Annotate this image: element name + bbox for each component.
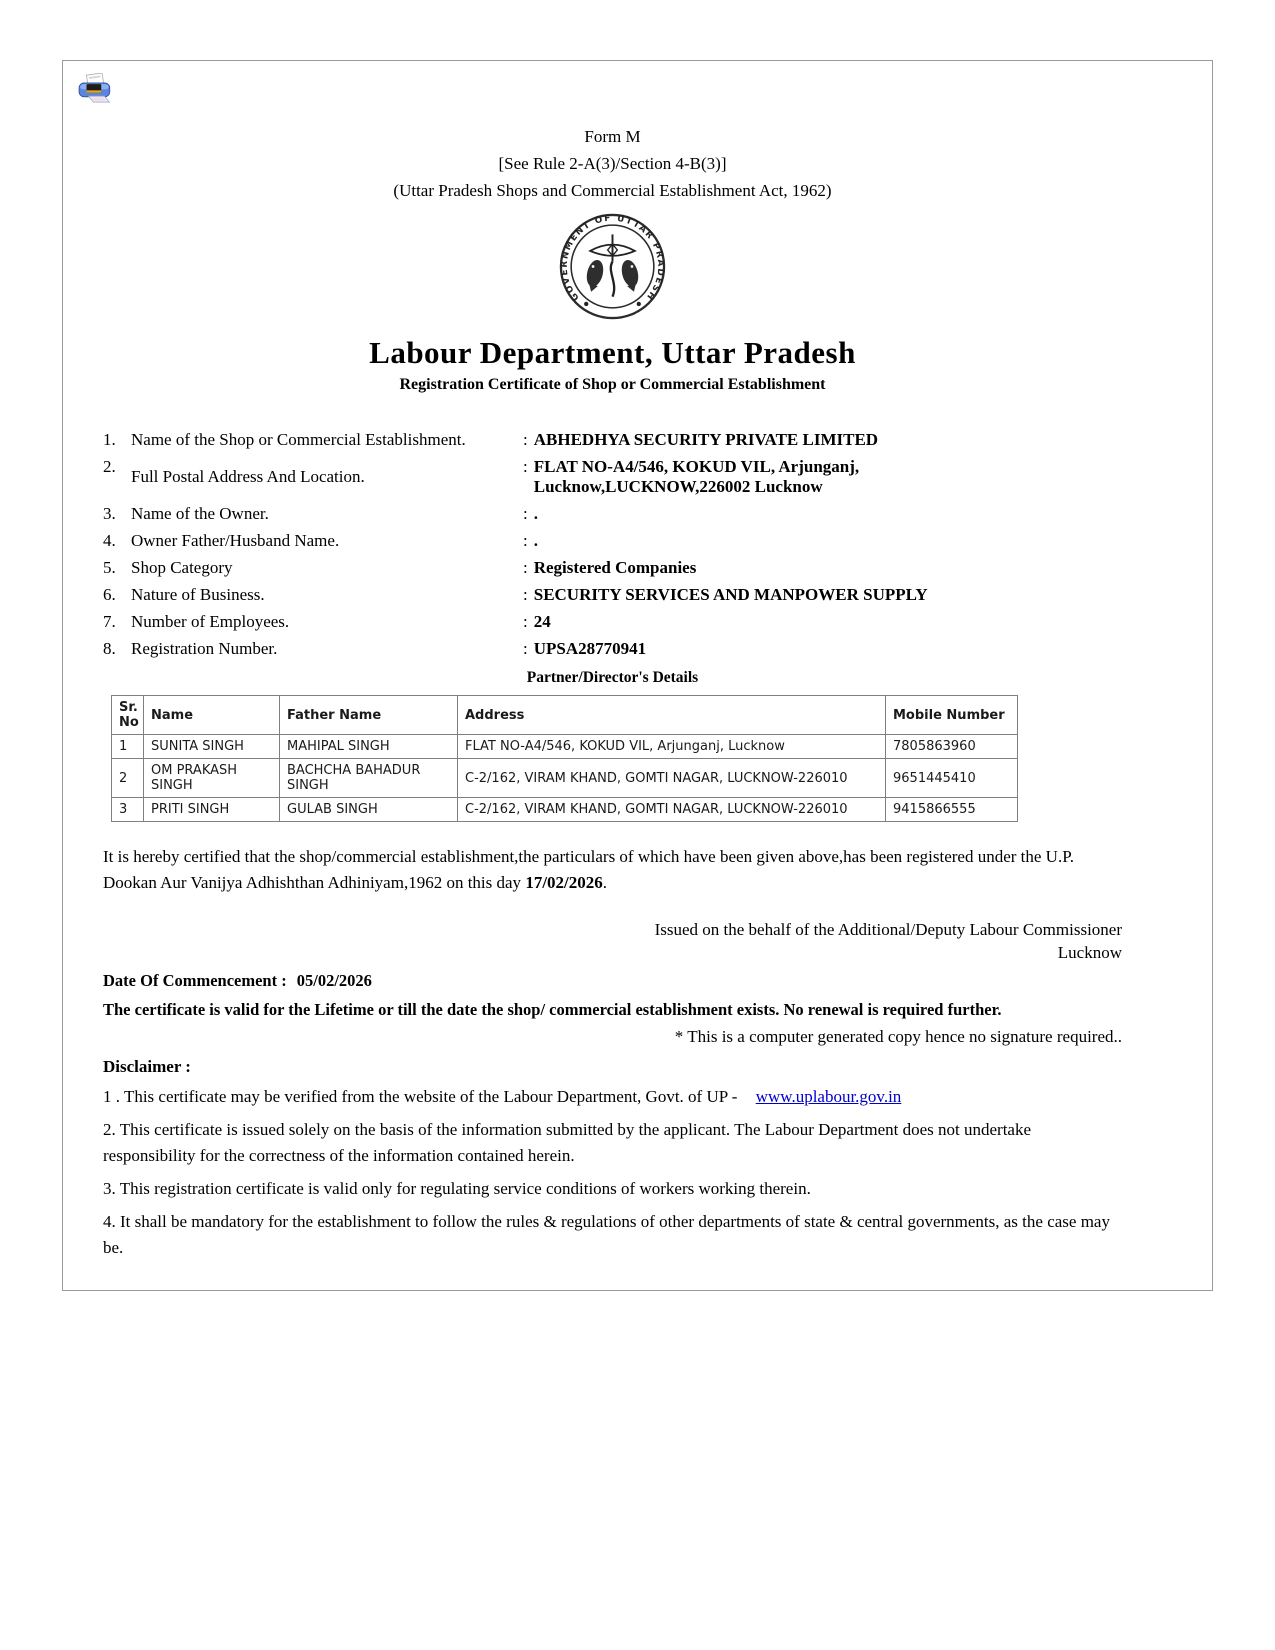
column-header-father-name: Father Name xyxy=(280,696,458,735)
partners-table-header-row xyxy=(112,696,1018,735)
field-value: . xyxy=(533,531,538,550)
cell-name: SUNITA SINGH xyxy=(144,735,280,759)
field-number: 6. xyxy=(103,585,116,604)
colon-separator: : xyxy=(523,430,528,449)
field-label: Shop Category xyxy=(131,558,233,577)
issuer-line: Issued on the behalf of the Additional/Deputy Labour Commissioner xyxy=(654,920,1122,939)
table-row xyxy=(112,798,1018,822)
cell-address: C-2/162, VIRAM KHAND, GOMTI NAGAR, LUCKNOW-226010 xyxy=(458,759,886,798)
issuer-block xyxy=(103,918,1122,964)
form-header xyxy=(103,123,1122,204)
colon-separator: : xyxy=(523,457,528,476)
field-value: ABHEDHYA SECURITY PRIVATE LIMITED xyxy=(533,430,879,449)
disclaimer-item-2: 2. This certificate is issued solely on the basis of the information submitted by the applicant. The Labour Department does not undertake responsibility for the correctness of the information contained herein. xyxy=(103,1120,1032,1165)
up-government-emblem xyxy=(103,213,1122,325)
cell-srno: 3 xyxy=(112,798,144,822)
field-number: 1. xyxy=(103,430,116,449)
column-header-mobile: Mobile Number xyxy=(886,696,1018,735)
colon-separator: : xyxy=(523,639,528,658)
emblem-text: GOVERNMENT OF UTTAR PRADESH xyxy=(559,213,666,303)
colon-separator: : xyxy=(523,612,528,631)
cell-mobile: 9651445410 xyxy=(886,759,1018,798)
field-label: Name of the Owner. xyxy=(131,504,269,523)
print-button[interactable] xyxy=(77,73,115,107)
disclaimer-item-3: 3. This registration certificate is valid only for regulating service conditions of workers working therein. xyxy=(103,1179,811,1198)
certification-text: It is hereby certified that the shop/commercial establishment,the particulars of which have been given above,has been registered under the U.P. Dookan Aur Vanijya Adhishthan Adhiniyam,1962 on this day xyxy=(103,847,1075,892)
cell-address: C-2/162, VIRAM KHAND, GOMTI NAGAR, LUCKNOW-226010 xyxy=(458,798,886,822)
cell-mobile: 7805863960 xyxy=(886,735,1018,759)
field-employee-count xyxy=(103,612,1122,632)
field-number: 7. xyxy=(103,612,116,631)
column-header-name: Name xyxy=(144,696,280,735)
partners-table xyxy=(111,695,1018,822)
field-establishment-name xyxy=(103,430,1122,450)
table-row xyxy=(112,759,1018,798)
colon-separator: : xyxy=(523,504,528,523)
field-label: Number of Employees. xyxy=(131,612,290,631)
field-value: . xyxy=(533,504,538,523)
colon-separator: : xyxy=(523,585,528,604)
validity-statement: The certificate is valid for the Lifetime or till the date the shop/ commercial establishment exists. No renewal is required further. xyxy=(103,1000,1002,1019)
field-value: UPSA28770941 xyxy=(533,639,647,658)
field-value: Registered Companies xyxy=(533,558,697,577)
commencement-date: 05/02/2026 xyxy=(296,971,372,990)
form-name: Form M xyxy=(584,127,641,146)
column-header-address: Address xyxy=(458,696,886,735)
field-number: 4. xyxy=(103,531,116,550)
field-label: Registration Number. xyxy=(131,639,278,658)
cell-father-name: MAHIPAL SINGH xyxy=(280,735,458,759)
table-row xyxy=(112,735,1018,759)
colon-separator: : xyxy=(523,531,528,550)
cell-mobile: 9415866555 xyxy=(886,798,1018,822)
disclaimer-1-text: 1 . This certificate may be verified from the website of the Labour Department, Govt. of UP - xyxy=(103,1087,742,1106)
cell-srno: 2 xyxy=(112,759,144,798)
field-label: Name of the Shop or Commercial Establishment. xyxy=(131,430,466,449)
column-header-srno: Sr. No xyxy=(112,696,144,735)
field-number: 2. xyxy=(103,457,116,476)
partners-table-heading: Partner/Director's Details xyxy=(526,669,699,686)
field-number: 5. xyxy=(103,558,116,577)
disclaimer-item-1 xyxy=(103,1084,1122,1110)
field-owner-father-name xyxy=(103,531,1122,551)
computer-generated-note: * This is a computer generated copy hence no signature required.. xyxy=(674,1027,1122,1046)
certificate-document xyxy=(62,60,1213,1291)
issuer-city: Lucknow xyxy=(1057,943,1122,962)
cell-father-name: BACHCHA BAHADUR SINGH xyxy=(280,759,458,798)
act-reference: (Uttar Pradesh Shops and Commercial Establishment Act, 1962) xyxy=(393,181,832,200)
colon-separator: : xyxy=(523,558,528,577)
field-shop-category xyxy=(103,558,1122,578)
field-number: 3. xyxy=(103,504,116,523)
cell-name: OM PRAKASH SINGH xyxy=(144,759,280,798)
uplabour-website-link[interactable]: www.uplabour.gov.in xyxy=(755,1087,902,1106)
cell-address: FLAT NO-A4/546, KOKUD VIL, Arjunganj, Lucknow xyxy=(458,735,886,759)
certificate-fields xyxy=(103,430,1122,659)
cell-father-name: GULAB SINGH xyxy=(280,798,458,822)
cell-name: PRITI SINGH xyxy=(144,798,280,822)
certification-statement xyxy=(103,844,1122,896)
field-owner-name xyxy=(103,504,1122,524)
page-title: Labour Department, Uttar Pradesh xyxy=(369,335,856,370)
field-value: FLAT NO-A4/546, KOKUD VIL, Arjunganj, Lucknow,LUCKNOW,226002 Lucknow xyxy=(533,457,860,496)
field-value: SECURITY SERVICES AND MANPOWER SUPPLY xyxy=(533,585,928,604)
field-nature-of-business xyxy=(103,585,1122,605)
disclaimer-item-4: 4. It shall be mandatory for the establishment to follow the rules & regulations of other departments of state & central governments, as the case may be. xyxy=(103,1212,1110,1257)
field-registration-number xyxy=(103,639,1122,659)
cell-srno: 1 xyxy=(112,735,144,759)
field-number: 8. xyxy=(103,639,116,658)
field-label: Nature of Business. xyxy=(131,585,265,604)
field-postal-address xyxy=(103,457,1122,497)
rule-reference: [See Rule 2-A(3)/Section 4-B(3)] xyxy=(498,154,727,173)
commencement-label: Date Of Commencement : xyxy=(103,971,287,990)
printer-icon xyxy=(77,73,115,107)
commencement-line xyxy=(103,971,1122,991)
field-label: Owner Father/Husband Name. xyxy=(131,531,340,550)
page-subtitle: Registration Certificate of Shop or Commercial Establishment xyxy=(399,376,826,393)
registration-date: 17/02/2026 xyxy=(525,873,603,892)
disclaimer-heading: Disclaimer : xyxy=(103,1057,191,1076)
field-label: Full Postal Address And Location. xyxy=(131,467,365,486)
certification-period: . xyxy=(602,873,608,892)
field-value: 24 xyxy=(533,612,551,631)
